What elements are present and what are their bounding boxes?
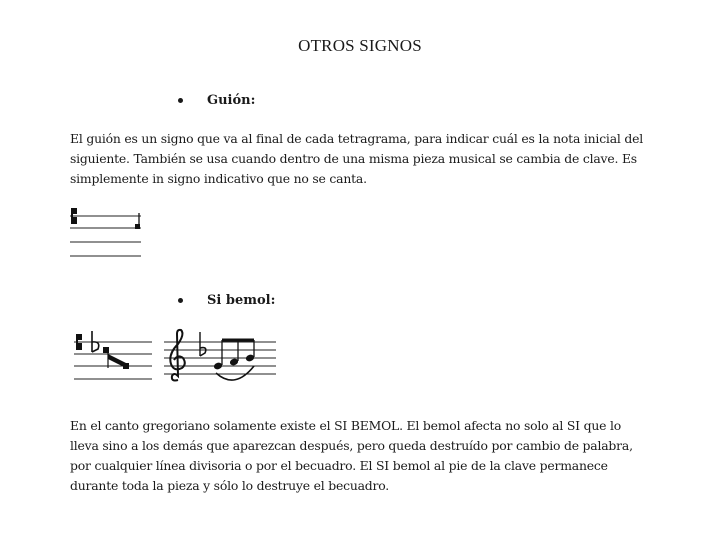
modern-flat-staff-icon — [162, 326, 280, 388]
heading-guion: Guión: — [207, 93, 256, 108]
bullet-heading-guion — [178, 93, 255, 108]
bullet-dot-icon — [178, 298, 183, 303]
gregorian-flat-staff-icon — [70, 328, 156, 386]
page-title: OTROS SIGNOS — [298, 36, 422, 55]
heading-si-bemol: Si bemol: — [207, 293, 276, 308]
bullet-dot-icon — [178, 98, 183, 103]
paragraph-si-bemol: En el canto gregoriano solamente existe el SI BEMOL. El bemol afecta no solo al SI que lo lleva sino a los demás que aparezcan después, pero queda destruído por cambio de palabra, por cualquier línea divisoria o por el becuadro. El SI bemol al pie de la clave permanece durante toda la pieza y sólo lo destruye el becuadro. — [70, 418, 633, 493]
bullet-heading-si-bemol — [178, 293, 275, 308]
custos-staff-icon — [66, 200, 146, 262]
paragraph-guion: El guión es un signo que va al final de cada tetragrama, para indicar cuál es la nota inicial del siguiente. También se usa cuando dentro de una misma pieza musical se cambia de clave. Es simplemente in signo indicativo que no se canta. — [70, 131, 644, 186]
